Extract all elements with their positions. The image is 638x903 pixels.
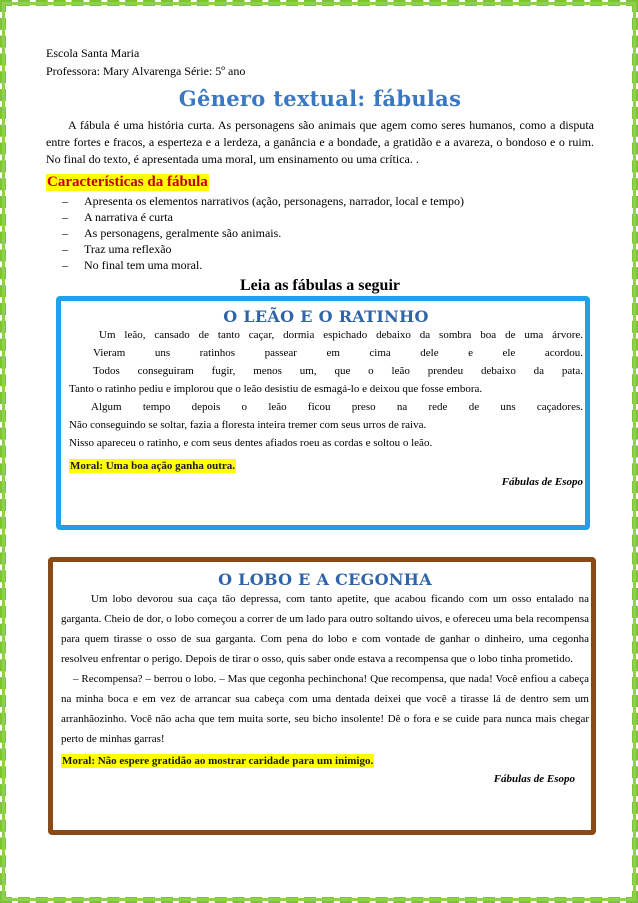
- fable2-paragraph: Um lobo devorou sua caça tão depressa, com tanto apetite, que acabou ficando com um osso entalado na garganta. Cheio de dor, o lobo começou a correr de um lado para outro soltando uivos, e ofereceu uma bela recompensa para quem tirasse o osso de sua garganta. Com pena do lobo e com vontade de ganhar o dinheiro, uma cegonha resolveu enfrentar o perigo. Depois de tirar o osso, quis saber onde estava a recompensa que o lobo tinha prometido.: [61, 593, 589, 665]
- page-title: Gênero textual: fábulas: [178, 86, 462, 111]
- fable1-line: Um leão, cansado de tanto caçar, dormia espichado debaixo da sombra boa de uma árvore.: [99, 329, 583, 341]
- list-item: – Traz uma reflexão: [62, 241, 594, 257]
- read-title: Leia as fábulas a seguir: [239, 277, 400, 294]
- fable1-title: O LEÃO E O RATINHO: [223, 307, 429, 326]
- fable2-title: O LOBO E A CEGONHA: [218, 570, 432, 589]
- characteristics-title: Características da fábula: [47, 174, 208, 190]
- list-item: – No final tem uma moral.: [62, 257, 594, 273]
- fable2-source: Fábulas de Esopo: [493, 773, 575, 785]
- fable1-line: Vieram uns ratinhos passear em cima dele e ele acordou.: [93, 347, 583, 359]
- list-item: – A narrativa é curta: [62, 209, 594, 225]
- school-name: Escola Santa Maria: [46, 46, 140, 60]
- fable2-box: [48, 557, 596, 835]
- list-item: – As personagens, geralmente são animais.: [62, 225, 594, 241]
- teacher-line: Professora: Mary Alvarenga Série: 5º ano: [46, 64, 246, 78]
- fable1-source: Fábulas de Esopo: [501, 476, 583, 488]
- fable1-line: Nisso apareceu o ratinho, e com seus dentes afiados roeu as cordas e soltou o leão.: [69, 437, 433, 449]
- list-item: – Apresenta os elementos narrativos (ação, personagens, narrador, local e tempo): [62, 193, 594, 209]
- fable1-line: Todos conseguiram fugir, menos um, que o leão prendeu debaixo da pata.: [93, 365, 583, 377]
- fable2-moral: Moral: Não espere gratidão ao mostrar caridade para um inimigo.: [62, 755, 374, 767]
- intro-paragraph: A fábula é uma história curta. As personagens são animais que agem como seres humanos, como a disputa entre fortes e fracos, a esperteza e a lerdeza, a ganância e a bondade, a gratidão e a avareza, o bondoso e o ruim. No final do texto, é apresentada uma moral, um ensinamento ou uma crítica. .: [46, 118, 594, 166]
- fable1-line: Algum tempo depois o leão ficou preso na rede de uns caçadores.: [91, 401, 583, 413]
- fable2-paragraph: – Recompensa? – berrou o lobo. – Mas que cegonha pechinchona! Que recompensa, que nada! Você enfiou a cabeça na minha boca e em vez de arrancar sua cabeça com uma dentada deixei que você a tirasse lá de dentro sem um arranhãozinho. Você não acha que tem muita sorte, seu bicho insolente! Dê o fora e se cuide para nunca mais chegar perto de minhas garras!: [61, 673, 589, 745]
- worksheet-header: [46, 44, 594, 295]
- fable1-line: Não conseguindo se soltar, fazia a floresta inteira tremer com seus urros de raiva.: [69, 419, 427, 431]
- fable1-box: [56, 296, 590, 530]
- fable1-moral: Moral: Uma boa ação ganha outra.: [70, 460, 235, 472]
- characteristics-list: [62, 193, 594, 273]
- fable1-line: Tanto o ratinho pediu e implorou que o leão desistiu de esmagá-lo e deixou que fosse embora.: [69, 383, 483, 395]
